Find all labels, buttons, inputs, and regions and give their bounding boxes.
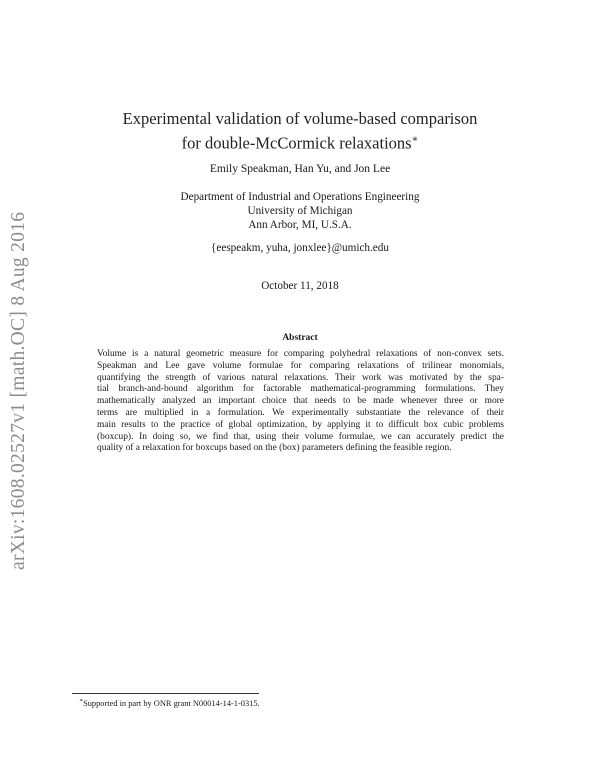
title-line-2-text: for double-McCormick relaxations [181,133,412,153]
abstract-line: tial branch-and-bound algorithm for factorable mathematical-programming formulations. They [97,384,504,395]
affiliation-city: Ann Arbor, MI, U.S.A. [248,219,352,231]
abstract-line: quantifying the strength of various natural relaxations. Their work was motivated by the spa- [97,372,504,383]
footnote [79,697,260,708]
author-emails: {eespeakm, yuha, jonxlee}@umich.edu [211,242,389,254]
abstract-line: Volume is a natural geometric measure for comparing polyhedral relaxations of non-convex sets. [97,349,504,359]
abstract-line: (boxcup). In doing so, we find that, using their volume formulae, we can accurately predict the [97,431,504,442]
paper-date: October 11, 2018 [261,280,339,292]
abstract-line: Speakman and Lee gave volume formulae for comparing relaxations of trilinear monomials, [97,360,504,371]
title-footnote-mark: ∗ [411,134,419,145]
arxiv-identifier-stamp: arXiv:1608.02527v1 [math.OC] 8 Aug 2016 [8,211,29,570]
affiliation [0,190,600,232]
author-list: Emily Speakman, Han Yu, and Jon Lee [209,163,391,175]
affiliation-university: University of Michigan [247,205,353,217]
footnote-mark: ∗ [79,698,84,704]
footnote-divider [72,693,259,694]
abstract-line: quality of a relaxation for boxcups based on the (box) parameters defining the feasible region. [97,443,452,454]
title-line-1: Experimental validation of volume-based comparison [122,109,478,128]
paper-title [0,108,600,154]
title-line-2 [0,129,600,154]
footnote-text: Supported in part by ONR grant N00014-14-1-0315. [83,698,260,708]
abstract-line: terms are multiplied in a formulation. We experimentally substantiate the relevance of their [97,407,504,418]
abstract-body [97,349,504,455]
abstract-line: main results to the practice of global optimization, by applying it to difficult box cubic problems [97,419,504,430]
abstract-line: mathematically analyzed an important choice that needs to be made whenever three or more [97,396,504,407]
affiliation-department: Department of Industrial and Operations Engineering [180,191,420,203]
abstract-heading: Abstract [282,333,318,343]
